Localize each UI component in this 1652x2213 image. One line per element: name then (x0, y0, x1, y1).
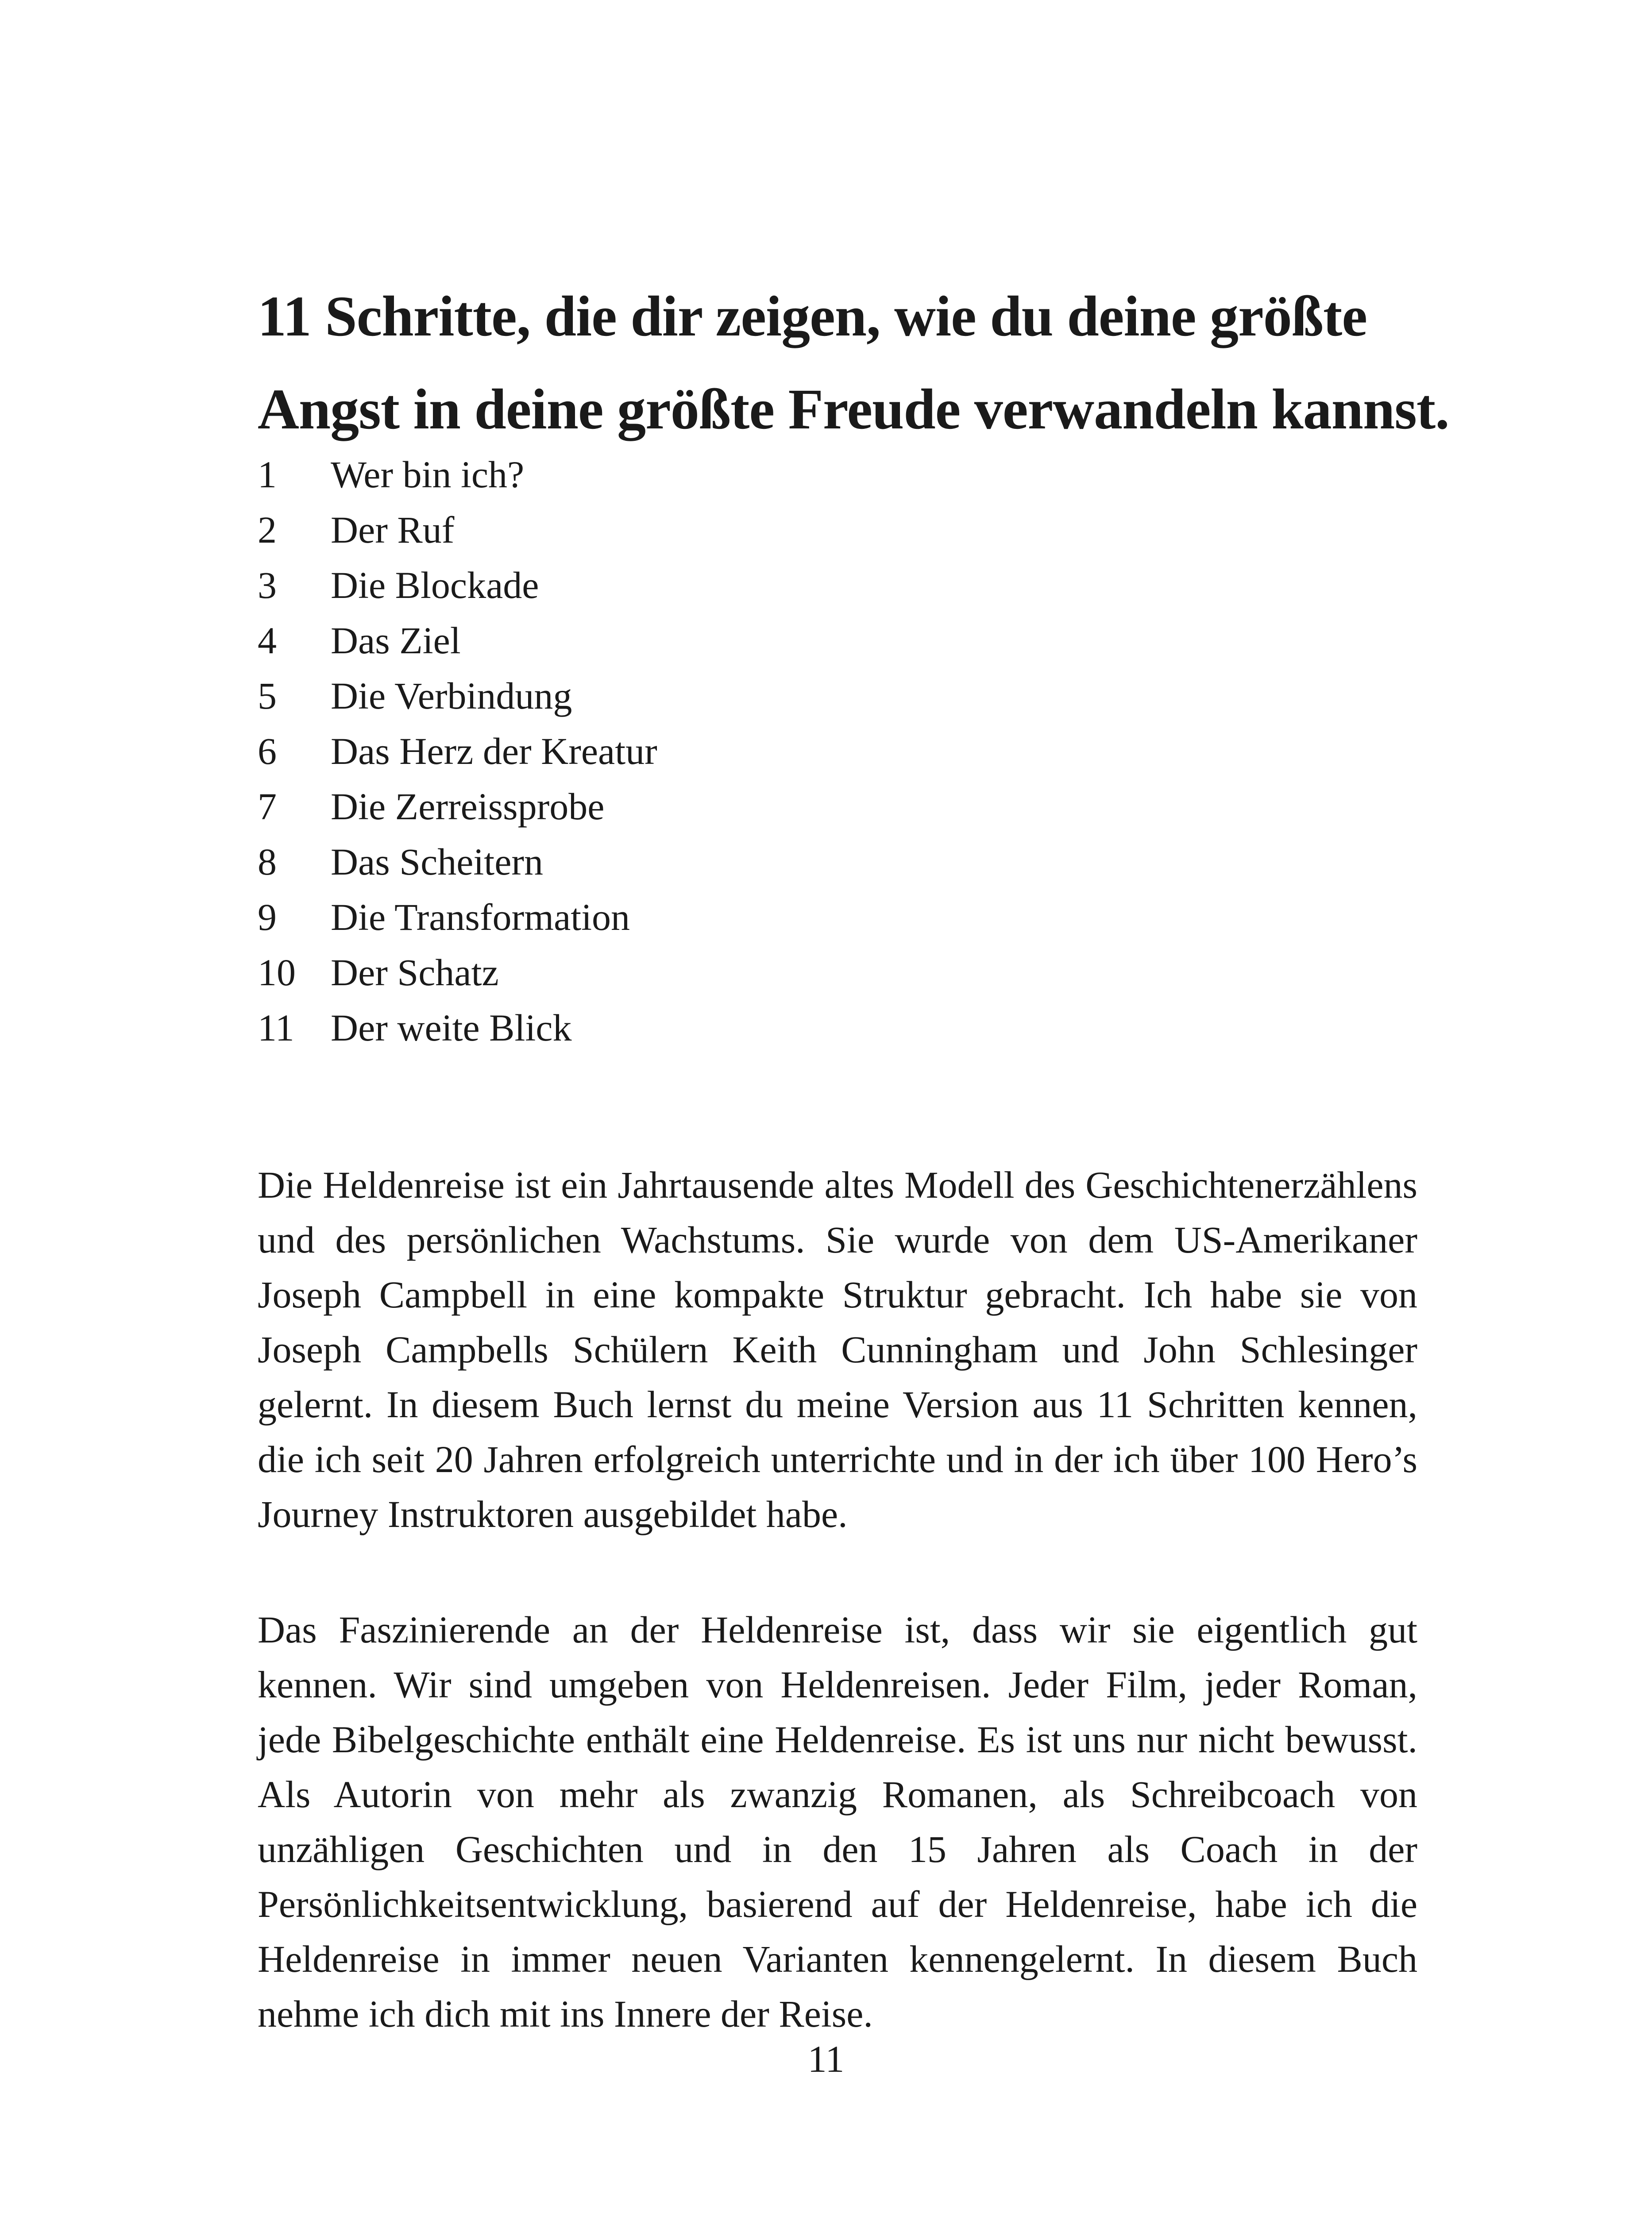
list-item (258, 668, 657, 724)
list-item (258, 724, 657, 779)
list-item (258, 502, 657, 558)
list-item (258, 890, 657, 945)
list-item (258, 613, 657, 668)
step-title: Wer bin ich? (331, 453, 525, 496)
step-number: 1 (258, 453, 277, 496)
step-number: 6 (258, 730, 277, 772)
step-title: Der Ruf (331, 509, 455, 551)
step-number: 3 (258, 564, 277, 606)
body-paragraph-2: Das Faszinierende an der Heldenreise ist, dass wir sie eigentlich gut kennen. Wir sind umgeben von Heldenreisen. Jeder Film, jeder Roman, jede Bibelgeschichte enthält eine Heldenreise. Es ist uns nur nicht bewusst. Als Autorin von mehr als zwanzig Romanen, als Schreibcoach von unzähligen Geschichten und in den 15 Jahren als Coach in der Persönlichkeitsentwicklung, basierend auf der Heldenreise, habe ich die Heldenreise in immer neuen Varianten kennengelernt. In diesem Buch nehme ich dich mit ins Innere der Reise. (258, 1608, 1417, 2035)
step-title: Die Zerreissprobe (331, 785, 605, 828)
step-title: Das Scheitern (331, 840, 544, 883)
step-title: Das Herz der Kreatur (331, 730, 657, 772)
step-number: 2 (258, 509, 277, 551)
step-title: Die Verbindung (331, 675, 572, 717)
step-title: Die Blockade (331, 564, 539, 606)
list-item (258, 779, 657, 834)
steps-list (258, 447, 657, 1056)
list-item (258, 1000, 657, 1056)
step-title: Die Transformation (331, 896, 630, 938)
step-title: Der Schatz (331, 951, 499, 994)
list-item (258, 447, 657, 502)
step-number: 8 (258, 840, 277, 883)
list-item (258, 834, 657, 890)
step-number: 7 (258, 785, 277, 828)
step-number: 10 (258, 951, 296, 994)
step-title: Das Ziel (331, 619, 461, 662)
step-title: Der weite Blick (331, 1006, 572, 1049)
chapter-heading (258, 270, 1449, 456)
step-number: 9 (258, 896, 277, 938)
step-number: 4 (258, 619, 277, 662)
list-item (258, 945, 657, 1000)
heading-line-1: 11 Schritte, die dir zeigen, wie du deine größte (258, 285, 1367, 348)
body-paragraph-1: Die Heldenreise ist ein Jahrtausende altes Modell des Geschichtenerzählens und des persönlichen Wachstums. Sie wurde von dem US-Amerikaner Joseph Campbell in eine kompakte Struktur gebracht. Ich habe sie von Joseph Campbells Schülern Keith Cunningham und John Schlesinger gelernt. In diesem Buch lernst du meine Version aus 11 Schritten kennen, die ich seit 20 Jahren erfolgreich unterrichte und in der ich über 100 Hero’s Journey Instruktoren ausgebildet habe. (258, 1164, 1417, 1535)
step-number: 5 (258, 675, 277, 717)
page-number: 11 (807, 2038, 845, 2080)
heading-line-2: Angst in deine größte Freude verwandeln kannst. (258, 378, 1449, 441)
step-number: 11 (258, 1006, 294, 1049)
list-item (258, 558, 657, 613)
